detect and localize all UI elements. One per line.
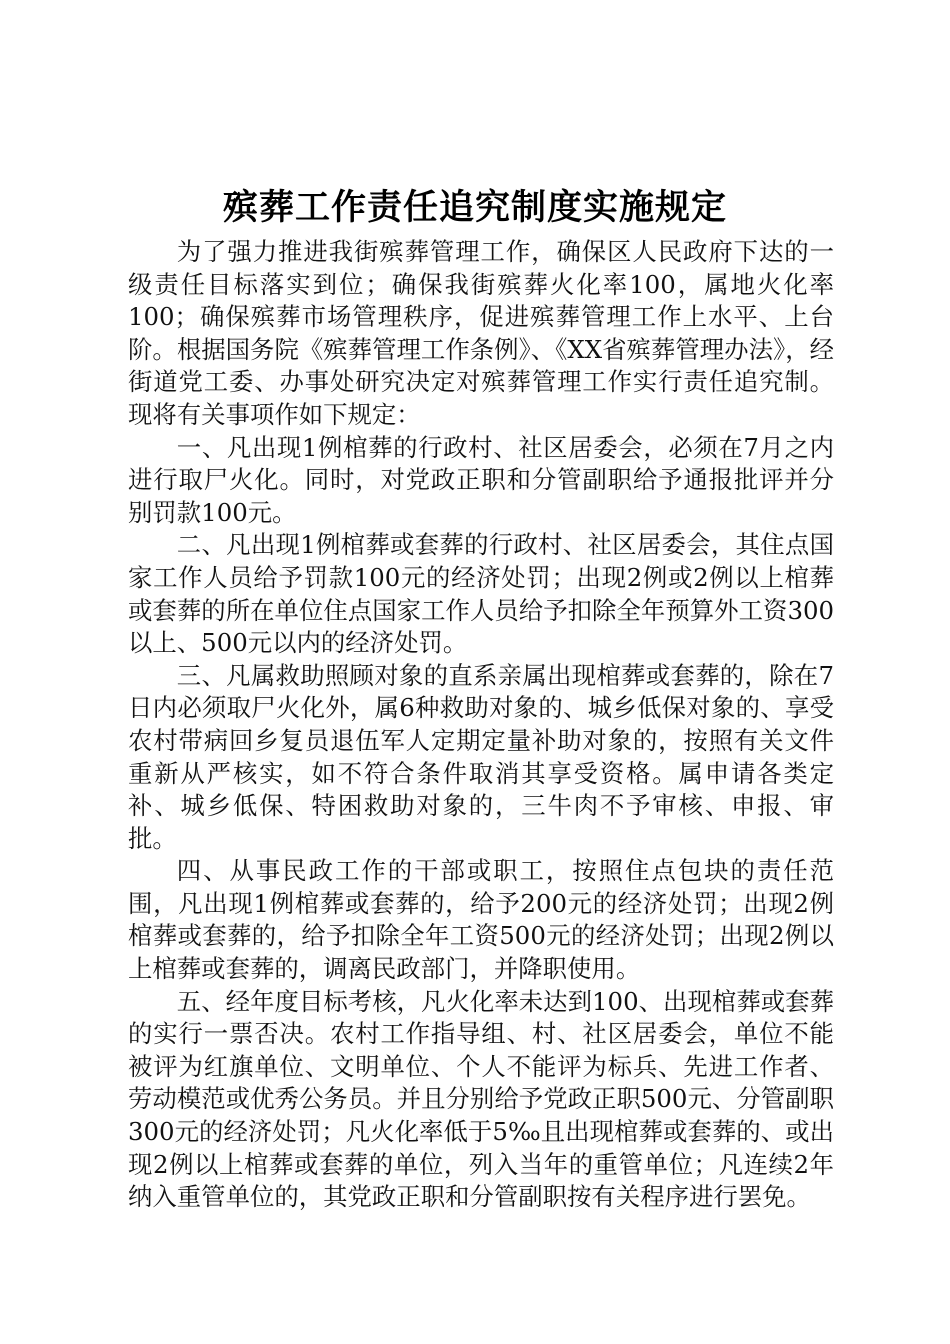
paragraph-intro: 为了强力推进我街殡葬管理工作，确保区人民政府下达的一级责任目标落实到位；确保我街殡葬火化率100，属地火化率100；确保殡葬市场管理秩序，促进殡葬管理工作上水平、上台阶。根据国务院《殡葬管理工作条例》、《XX省殡葬管理办法》，经街道党工委、办事处研究决定对殡葬管理工作实行责任追究制。现将有关事项作如下规定： <box>128 237 834 429</box>
paragraph-rule-3: 三、凡属救助照顾对象的直系亲属出现棺葬或套葬的，除在7日内必须取尸火化外，属6种救助对象的、城乡低保对象的、享受农村带病回乡复员退伍军人定期定量补助对象的，按照有关文件重新从严核实，如不符合条件取消其享受资格。属申请各类定补、城乡低保、特困救助对象的，三牛肉不予审核、申报、审批。 <box>128 660 834 853</box>
paragraph-rule-2: 二、凡出现1例棺葬或套葬的行政村、社区居委会，其住点国家工作人员给予罚款100元的经济处罚；出现2例或2例以上棺葬或套葬的所在单位住点国家工作人员给予扣除全年预算外工资300以上、500元以内的经济处罚。 <box>128 530 834 658</box>
paragraph-rule-1: 一、凡出现1例棺葬的行政村、社区居委会，必须在7月之内进行取尸火化。同时，对党政正职和分管副职给予通报批评并分别罚款100元。 <box>128 432 834 527</box>
paragraph-rule-5: 五、经年度目标考核，凡火化率未达到100、出现棺葬或套葬的实行一票否决。农村工作指导组、村、社区居委会，单位不能被评为红旗单位、文明单位、个人不能评为标兵、先进工作者、劳动模范或优秀公务员。并且分别给予党政正职500元、分管副职300元的经济处罚；凡火化率低于5‰且出现棺葬或套葬的、或出现2例以上棺葬或套葬的单位，列入当年的重管单位；凡连续2年纳入重管单位的，其党政正职和分管副职按有关程序进行罢免。 <box>128 986 834 1212</box>
paragraph-rule-4: 四、从事民政工作的干部或职工，按照住点包块的责任范围，凡出现1例棺葬或套葬的，给予200元的经济处罚；出现2例棺葬或套葬的，给予扣除全年工资500元的经济处罚；出现2例以上棺葬或套葬的，调离民政部门，并降职使用。 <box>128 856 834 984</box>
document-title: 殡葬工作责任追究制度实施规定 <box>222 187 727 228</box>
document-body <box>128 236 834 1214</box>
